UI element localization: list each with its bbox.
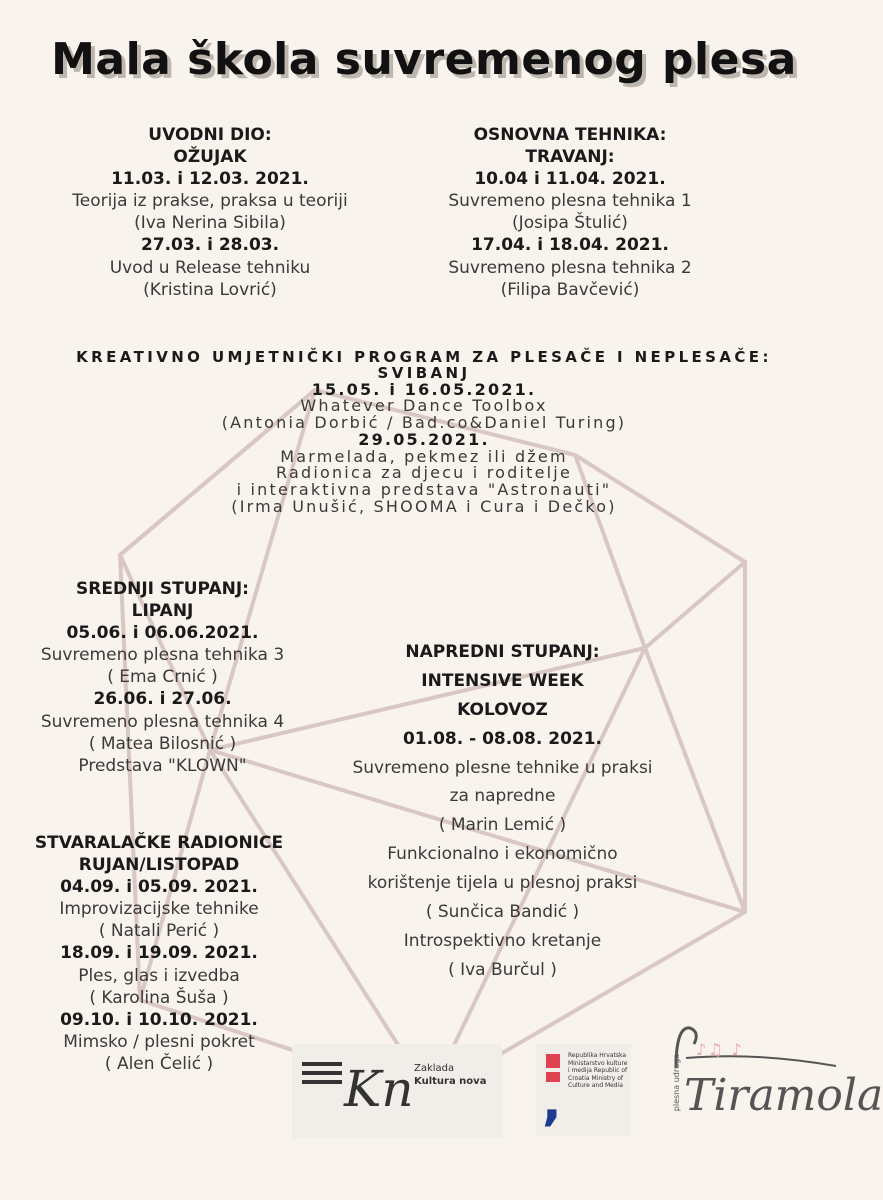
event-instructor: ( Ema Crnić ) [107,667,218,688]
section-month: TRAVANJ: [525,147,615,168]
event-title: Suvremeno plesna tehnika 2 [448,257,692,278]
section-month: KOLOVOZ [457,699,548,720]
event-instructor: ( Natali Perić ) [98,921,220,942]
event-title: Whatever Dance Toolbox [300,396,548,416]
event-title: Introspektivno kretanje [403,930,602,951]
kn-label-line2: Kultura nova [414,1076,487,1087]
tiramola-wordmark: Tiramola [684,1070,883,1121]
section-heading: KREATIVNO UMJETNIČKI PROGRAM ZA PLESAČE I NEPLESAČE: [76,348,772,366]
ministry-text: Republika Hrvatska Ministarstvo kulture i medija Republic of Croatia Ministry of Culture and Media [568,1052,628,1089]
event-title: Improvizacijske tehnike [59,899,259,920]
event-date: 17.04. i 18.04. 2021. [471,235,669,256]
event-performance: Predstava "KLOWN" [78,755,247,776]
event-date: 18.09. i 19.09. 2021. [60,943,258,964]
event-title: Teorija iz prakse, praksa u teoriji [72,191,348,212]
section-heading: UVODNI DIO: [148,125,272,145]
section-month: OŽUJAK [173,147,247,168]
section-month: RUJAN/LISTOPAD [78,855,240,876]
section-uvodni [20,124,400,301]
event-instructor: ( Matea Bilosnić ) [88,733,237,754]
event-title: Suvremeno plesne tehnike u praksi [352,757,653,778]
event-date: 10.04 i 11.04. 2021. [474,169,666,190]
event-date: 04.09. i 05.09. 2021. [60,877,258,898]
event-title: Suvremeno plesna tehnika 3 [40,645,285,666]
event-instructor: ( Marin Lemić ) [438,815,567,836]
section-srednji [10,578,315,777]
section-osnovna [380,124,760,301]
event-instructor: (Kristina Lovrić) [143,279,277,300]
event-instructor: (Irma Unušić, SHOOMA i Cura i Dečko) [231,497,617,517]
event-instructor: ( Alen Čelić ) [104,1053,214,1074]
tiramola-subtitle: plesna udruga [672,1053,682,1112]
event-date: 15.05. i 16.05.2021. [311,379,537,399]
event-date: 09.10. i 10.10. 2021. [60,1009,258,1030]
event-title: Uvod u Release tehniku [109,257,311,278]
event-instructor: ( Karolina Šuša ) [89,987,229,1008]
event-title: Marmelada, pekmez ili džem [280,446,568,466]
tiramola-logo [656,1018,883,1138]
event-date: 27.03. i 28.03. [140,235,280,256]
section-kreativno [40,350,808,516]
section-heading: NAPREDNI STUPANJ: [405,642,600,662]
event-title: Suvremeno plesna tehnika 1 [448,191,692,212]
hanger-icon [656,1018,842,1078]
event-description: i interaktivna predstava "Astronauti" [236,480,612,500]
event-date: 05.06. i 06.06.2021. [66,623,259,644]
section-heading: OSNOVNA TEHNIKA: [473,125,667,145]
kn-label-line1: Zaklada [414,1063,455,1074]
event-instructor: (Iva Nerina Sibila) [134,213,286,234]
event-date: 11.03. i 12.03. 2021. [111,169,309,190]
ministry-flag-icon [546,1054,560,1068]
event-instructor: ( Sunčica Bandić ) [425,902,580,923]
ministry-comma-icon: , [542,1072,562,1132]
section-subheading: INTENSIVE WEEK [421,670,584,691]
event-title: korištenje tijela u plesnoj praksi [367,873,638,894]
kn-stripes-icon [302,1062,342,1089]
kultura-nova-logo [292,1044,502,1138]
section-month: SVIBANJ [377,363,471,382]
event-title: Suvremeno plesna tehnika 4 [40,711,285,732]
event-instructor: (Josipa Štulić) [512,213,628,234]
section-heading: SREDNJI STUPANJ: [76,579,249,599]
kn-mark: Kn [344,1060,414,1118]
section-heading: STVARALAČKE RADIONICE [34,833,284,853]
section-stvaralacke [0,832,318,1075]
event-title: Ples, glas i izvedba [78,965,240,986]
event-title: Funkcionalno i ekonomično [387,844,618,865]
section-month: LIPANJ [131,601,194,622]
event-instructor: (Filipa Bavčević) [500,279,640,300]
music-notes-icon: ♪♫ ♪ [696,1040,744,1059]
event-title: Mimsko / plesni pokret [63,1031,255,1052]
event-date: 26.06. i 27.06. [93,689,232,710]
section-napredni [330,638,675,985]
event-description: Radionica za djecu i roditelje [276,463,572,483]
event-instructor: (Antonia Dorbić / Bad.co&Daniel Turing) [221,413,627,433]
ministry-logo [536,1044,631,1136]
page-title: Mala škola suvremenog plesa [51,34,797,85]
kn-label [414,1062,486,1088]
event-title: za napredne [449,786,556,807]
event-date: 29.05.2021. [358,429,490,449]
event-instructor: ( Iva Burčul ) [448,959,557,980]
event-date: 01.08. - 08.08. 2021. [402,728,603,749]
